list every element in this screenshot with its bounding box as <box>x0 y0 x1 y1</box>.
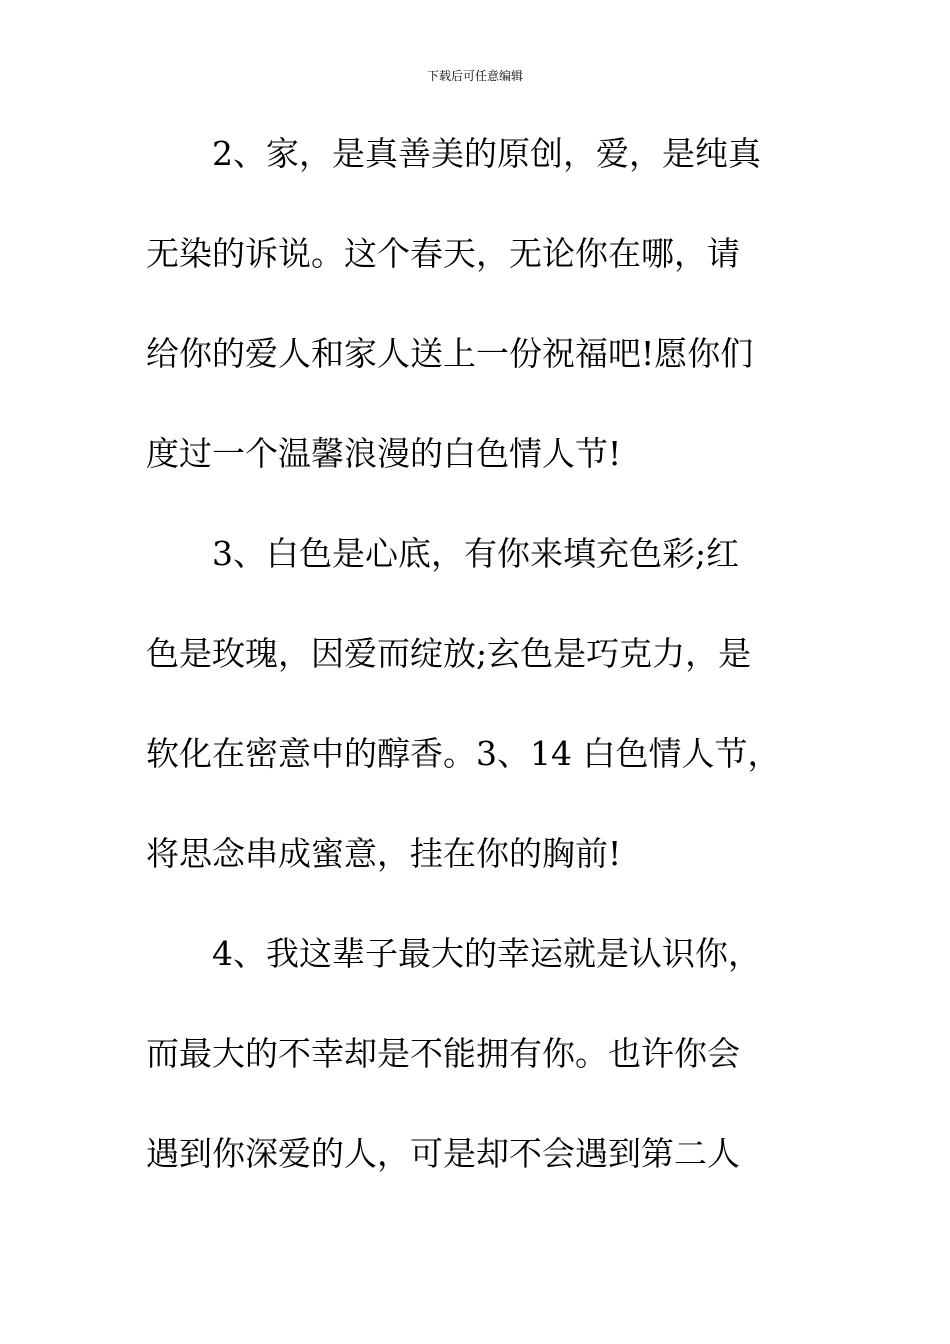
text-line: 度过一个温馨浪漫的白色情人节! <box>146 434 622 473</box>
text-line: 无染的诉说。这个春天，无论你在哪，请 <box>146 234 740 273</box>
paragraph-2 <box>146 124 800 524</box>
text-line: 软化在密意中的醇香。3、14 白色情人节， <box>146 734 781 773</box>
page-header: 下载后可任意编辑 <box>426 69 523 83</box>
paragraph-4 <box>146 924 800 1224</box>
text-line: 而最大的不幸却是不能拥有你。也许你会 <box>146 1034 740 1073</box>
paragraph-3 <box>146 524 800 924</box>
text-line: 3、白色是心底，有你来填充色彩;红 <box>212 534 740 573</box>
text-line: 将思念串成蜜意，挂在你的胸前! <box>146 834 622 873</box>
text-line: 4、我这辈子最大的幸运就是认识你， <box>212 934 761 973</box>
document-body <box>146 124 800 1224</box>
text-line: 2、家，是真善美的原创，爱，是纯真 <box>212 134 761 173</box>
text-line: 给你的爱人和家人送上一份祝福吧!愿你们 <box>146 334 754 373</box>
text-line: 遇到你深爱的人，可是却不会遇到第二人 <box>146 1134 740 1173</box>
text-line: 色是玫瑰，因爱而绽放;玄色是巧克力，是 <box>146 634 752 673</box>
